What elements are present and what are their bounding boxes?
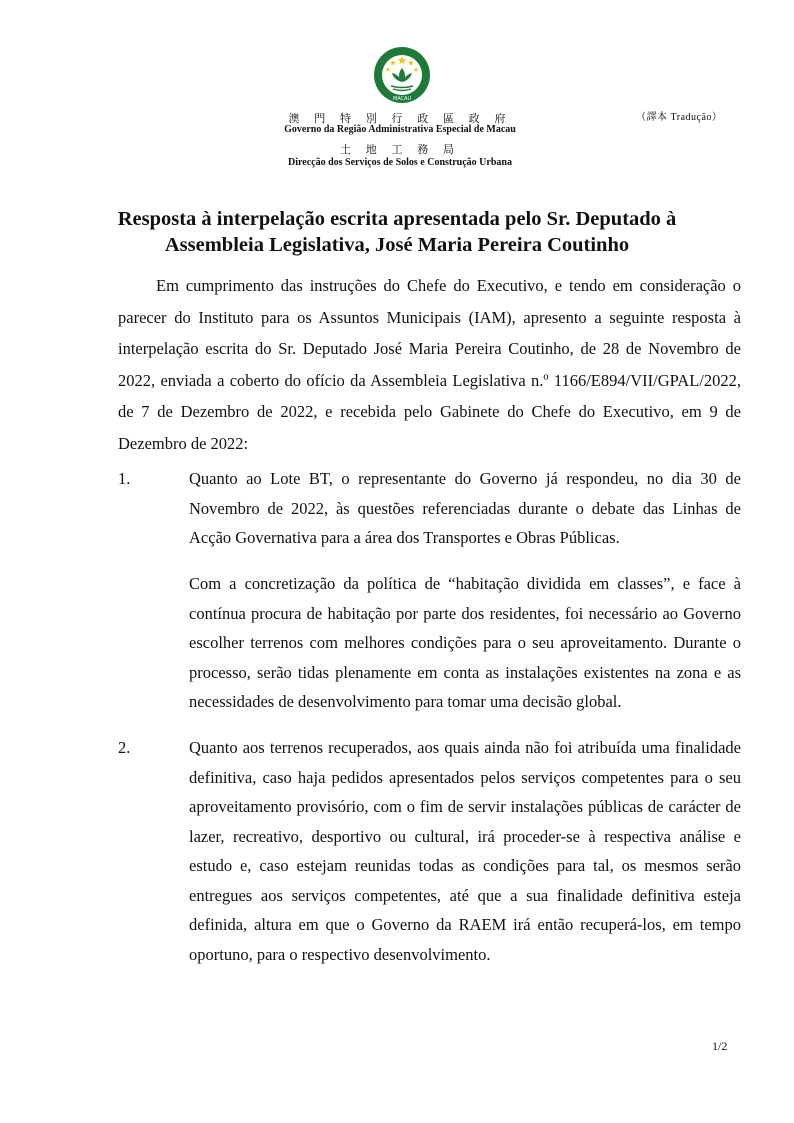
government-name-chinese: 澳 門 特 別 行 政 區 政 府 bbox=[288, 113, 512, 125]
item-paragraph: Quanto ao Lote BT, o representante do Governo já respondeu, no dia 30 de Novembro de 2022, às questões referenciadas durante o debate das Linhas de Acção Governativa para a área dos Transportes e Obras Públicas. bbox=[189, 469, 741, 547]
government-name-portuguese: Governo da Região Administrativa Especial de Macau bbox=[284, 124, 516, 135]
intro-paragraph: Em cumprimento das instruções do Chefe do Executivo, e tendo em consideração o parecer do Instituto para os Assuntos Municipais (IAM), apresento a seguinte resposta à interpelação escrita do Sr. Deputado José Maria Pereira Coutinho, de 28 de Novembro de 2022, enviada a coberto do ofício da Assembleia Legislativa n.º 1166/E894/VII/GPAL/2022, de 7 de Dezembro de 2022, e recebida pelo Gabinete do Chefe do Executivo, em 9 de Dezembro de 2022: bbox=[118, 276, 741, 453]
page-number: 1/2 bbox=[712, 1039, 728, 1053]
translation-note: （譯本 Tradução） bbox=[636, 112, 723, 123]
department-name-chinese: 土 地 工 務 局 bbox=[340, 144, 460, 156]
macau-emblem-icon bbox=[373, 46, 431, 104]
department-name-portuguese: Direcção dos Serviços de Solos e Construção Urbana bbox=[288, 157, 512, 168]
item-paragraph: Com a concretização da política de “habitação dividida em classes”, e face à contínua procura de habitação por parte dos residentes, foi necessário ao Governo escolher terrenos com melhores condições para o seu aproveitamento. Durante o processo, serão tidas plenamente em conta as instalações existentes na zona e as necessidades de desenvolvimento para tomar uma decisão global. bbox=[189, 574, 741, 711]
title-line-2: Assembleia Legislativa, José Maria Pereira Coutinho bbox=[164, 234, 630, 256]
item-paragraph: Quanto aos terrenos recuperados, aos quais ainda não foi atribuída uma finalidade definitiva, caso haja pedidos apresentados pelos serviços competentes para o seu aproveitamento provisório, com o fim de servir instalações públicas de carácter de lazer, recreativo, desportivo ou cultural, irá proceder-se à respectiva análise e estudo e, caso estejam reunidas todas as condições para tal, os mesmos serão entregues aos serviços competentes, até que a sua finalidade definitiva esteja definida, altura em que o Governo da RAEM irá então recuperá-los, em tempo oportuno, para o respectivo desenvolvimento. bbox=[189, 738, 741, 964]
item-number: 1. bbox=[118, 469, 131, 488]
document-title bbox=[110, 206, 684, 258]
item-number: 2. bbox=[118, 738, 131, 757]
title-line-1: Resposta à interpelação escrita apresentada pelo Sr. Deputado à bbox=[117, 208, 677, 230]
emblem-text: MACAU bbox=[392, 96, 412, 102]
